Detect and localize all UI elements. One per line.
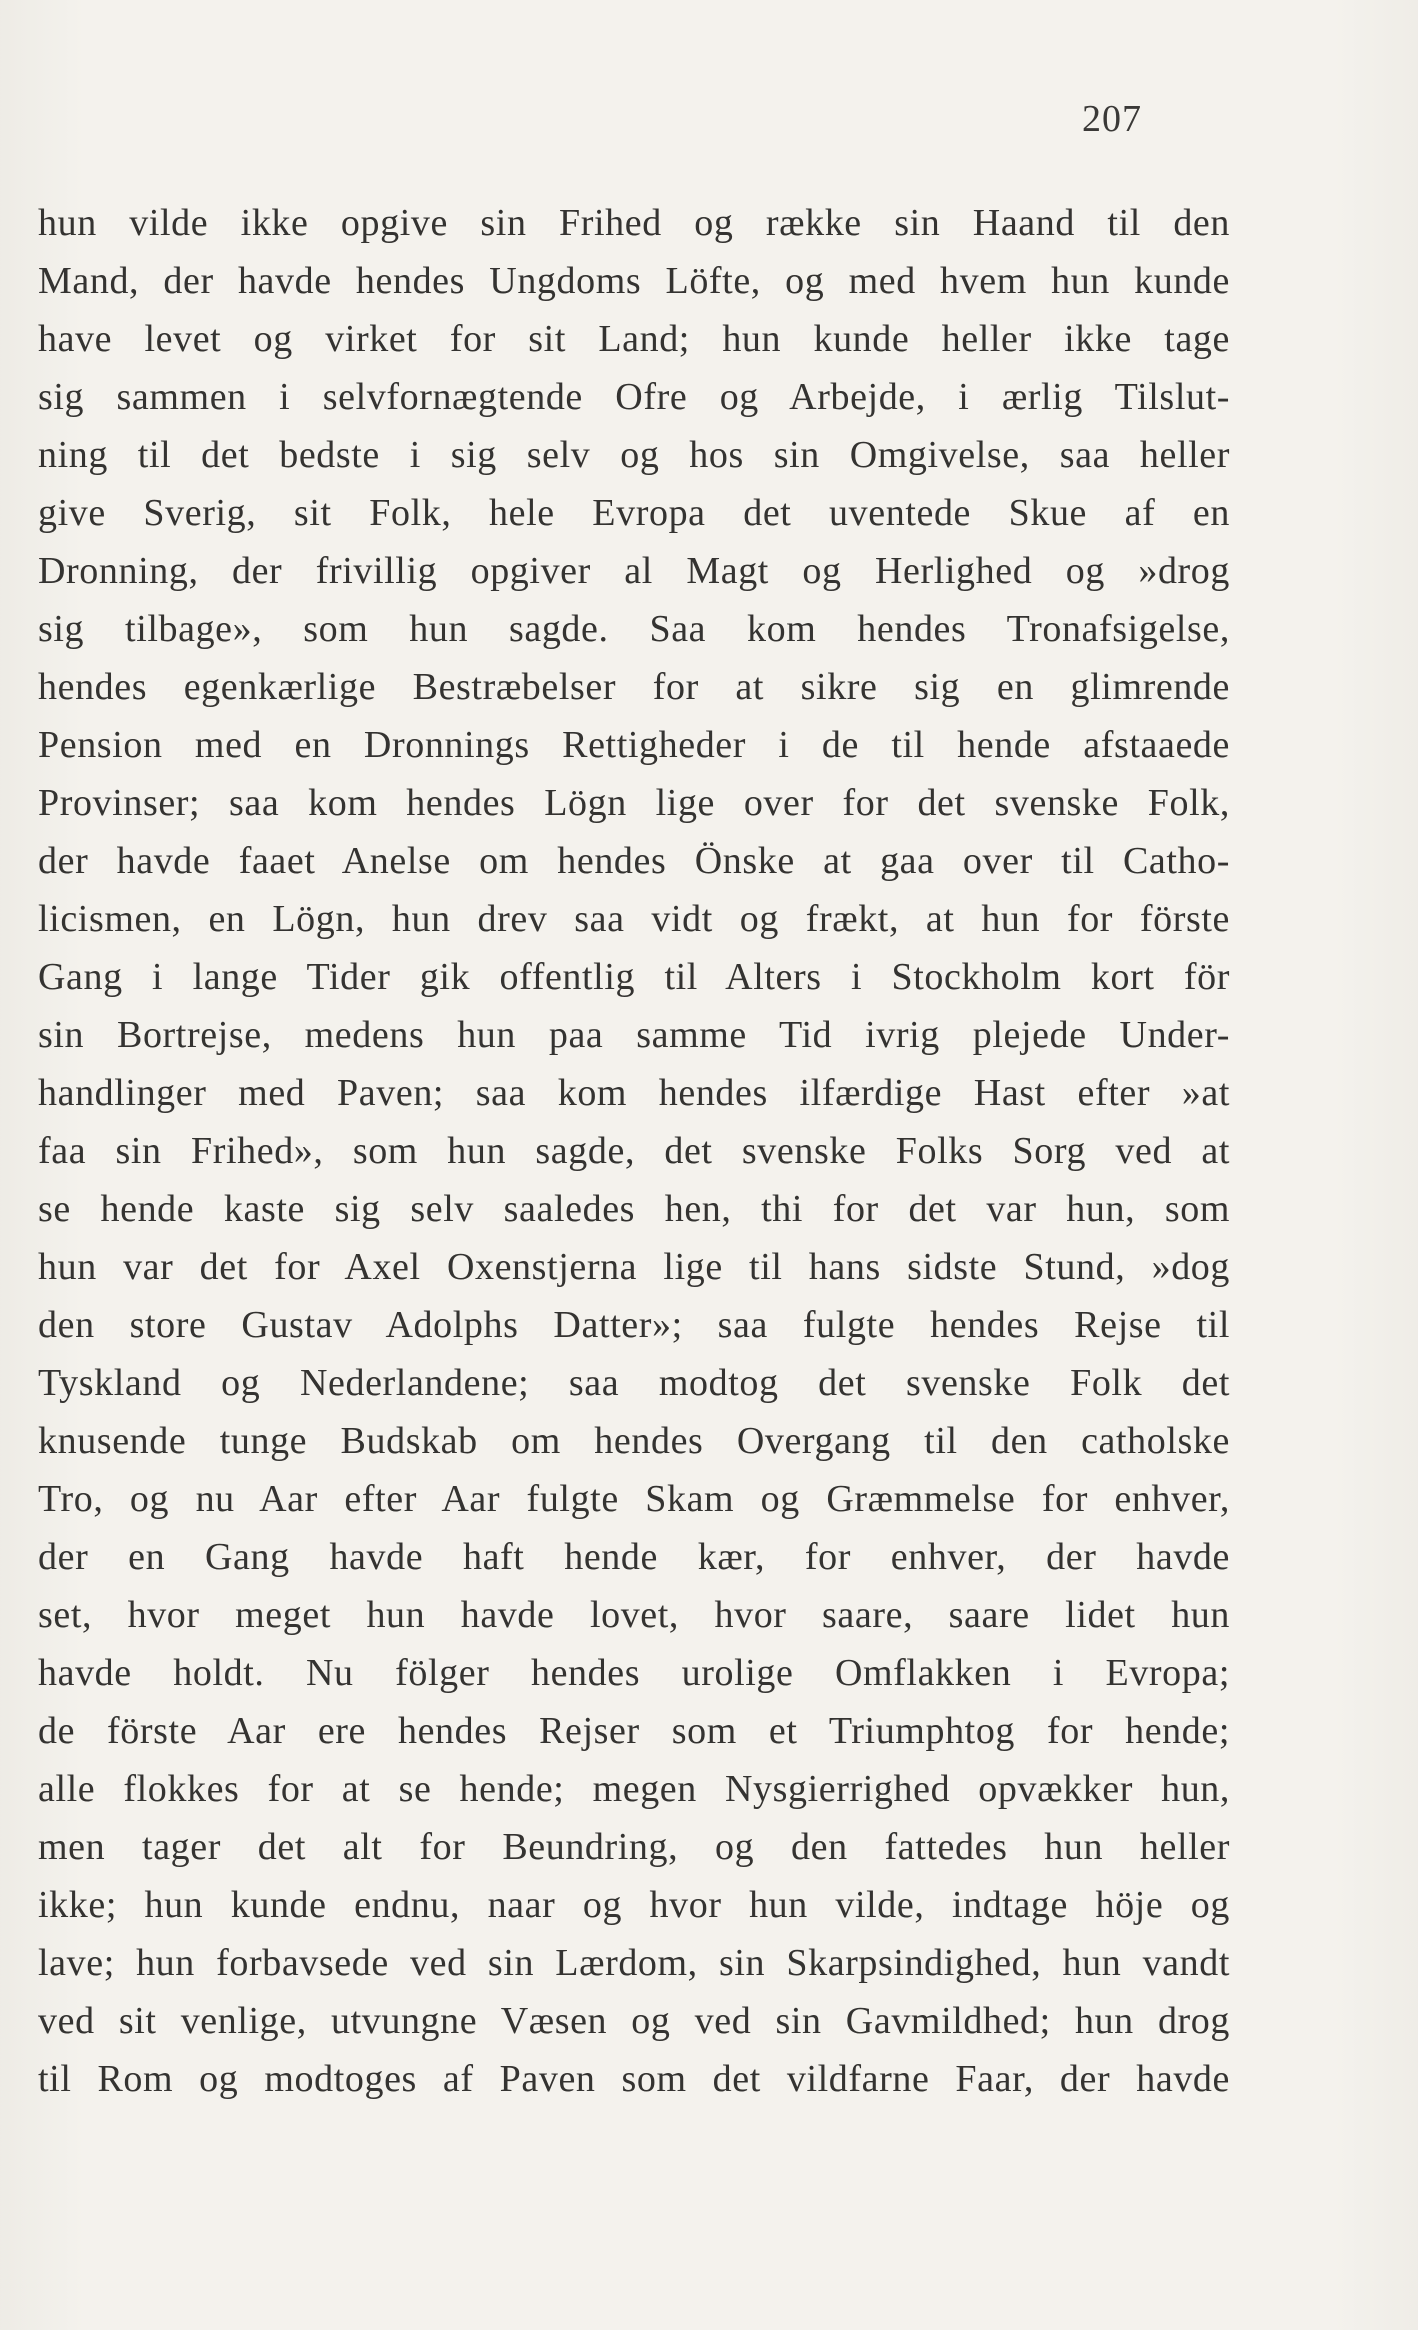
text-line: ved sit venlige, utvungne Væsen og ved sin Gavmildhed; hun drog [38, 2000, 1230, 2042]
text-line: sig sammen i selvfornægtende Ofre og Arbejde, i ærlig Tilslut- [38, 376, 1230, 418]
text-line: Tro, og nu Aar efter Aar fulgte Skam og Græmmelse for enhver, [38, 1478, 1230, 1520]
text-line: til Rom og modtoges af Paven som det vildfarne Faar, der havde [38, 2058, 1230, 2100]
text-line: der en Gang havde haft hende kær, for enhver, der havde [38, 1536, 1230, 1578]
text-line: ning til det bedste i sig selv og hos sin Omgivelse, saa heller [38, 434, 1230, 476]
text-line: have levet og virket for sit Land; hun kunde heller ikke tage [38, 318, 1230, 360]
text-line: den store Gustav Adolphs Datter»; saa fulgte hendes Rejse til [38, 1304, 1230, 1346]
text-line: Dronning, der frivillig opgiver al Magt og Herlighed og »drog [38, 550, 1230, 592]
text-line: Pension med en Dronnings Rettigheder i de til hende afstaaede [38, 724, 1230, 766]
text-line: sin Bortrejse, medens hun paa samme Tid ivrig plejede Under- [38, 1014, 1230, 1056]
text-line: licismen, en Lögn, hun drev saa vidt og frækt, at hun for förste [38, 898, 1230, 940]
body-text [38, 194, 1230, 2108]
text-line: Tyskland og Nederlandene; saa modtog det svenske Folk det [38, 1362, 1230, 1404]
text-line: faa sin Frihed», som hun sagde, det svenske Folks Sorg ved at [38, 1130, 1230, 1172]
text-line: havde holdt. Nu fölger hendes urolige Omflakken i Evropa; [38, 1652, 1230, 1694]
text-line: sig tilbage», som hun sagde. Saa kom hendes Tronafsigelse, [38, 608, 1230, 650]
text-line: der havde faaet Anelse om hendes Önske at gaa over til Catho- [38, 840, 1230, 882]
text-line: hun var det for Axel Oxenstjerna lige til hans sidste Stund, »dog [38, 1246, 1230, 1288]
text-line: alle flokkes for at se hende; megen Nysgierrighed opvækker hun, [38, 1768, 1230, 1810]
text-line: set, hvor meget hun havde lovet, hvor saare, saare lidet hun [38, 1594, 1230, 1636]
text-line: Gang i lange Tider gik offentlig til Alters i Stockholm kort för [38, 956, 1230, 998]
text-line: handlinger med Paven; saa kom hendes ilfærdige Hast efter »at [38, 1072, 1230, 1114]
text-line: give Sverig, sit Folk, hele Evropa det uventede Skue af en [38, 492, 1230, 534]
text-line: de förste Aar ere hendes Rejser som et Triumphtog for hende; [38, 1710, 1230, 1752]
text-line: Provinser; saa kom hendes Lögn lige over for det svenske Folk, [38, 782, 1230, 824]
text-line: ikke; hun kunde endnu, naar og hvor hun vilde, indtage höje og [38, 1884, 1230, 1926]
text-line: knusende tunge Budskab om hendes Overgang til den catholske [38, 1420, 1230, 1462]
text-line: se hende kaste sig selv saaledes hen, thi for det var hun, som [38, 1188, 1230, 1230]
text-line: hendes egenkærlige Bestræbelser for at sikre sig en glimrende [38, 666, 1230, 708]
text-line: men tager det alt for Beundring, og den fattedes hun heller [38, 1826, 1230, 1868]
text-line: Mand, der havde hendes Ungdoms Löfte, og med hvem hun kunde [38, 260, 1230, 302]
page-number: 207 [1082, 98, 1142, 140]
text-line: lave; hun forbavsede ved sin Lærdom, sin Skarpsindighed, hun vandt [38, 1942, 1230, 1984]
text-line: hun vilde ikke opgive sin Frihed og række sin Haand til den [38, 202, 1230, 244]
